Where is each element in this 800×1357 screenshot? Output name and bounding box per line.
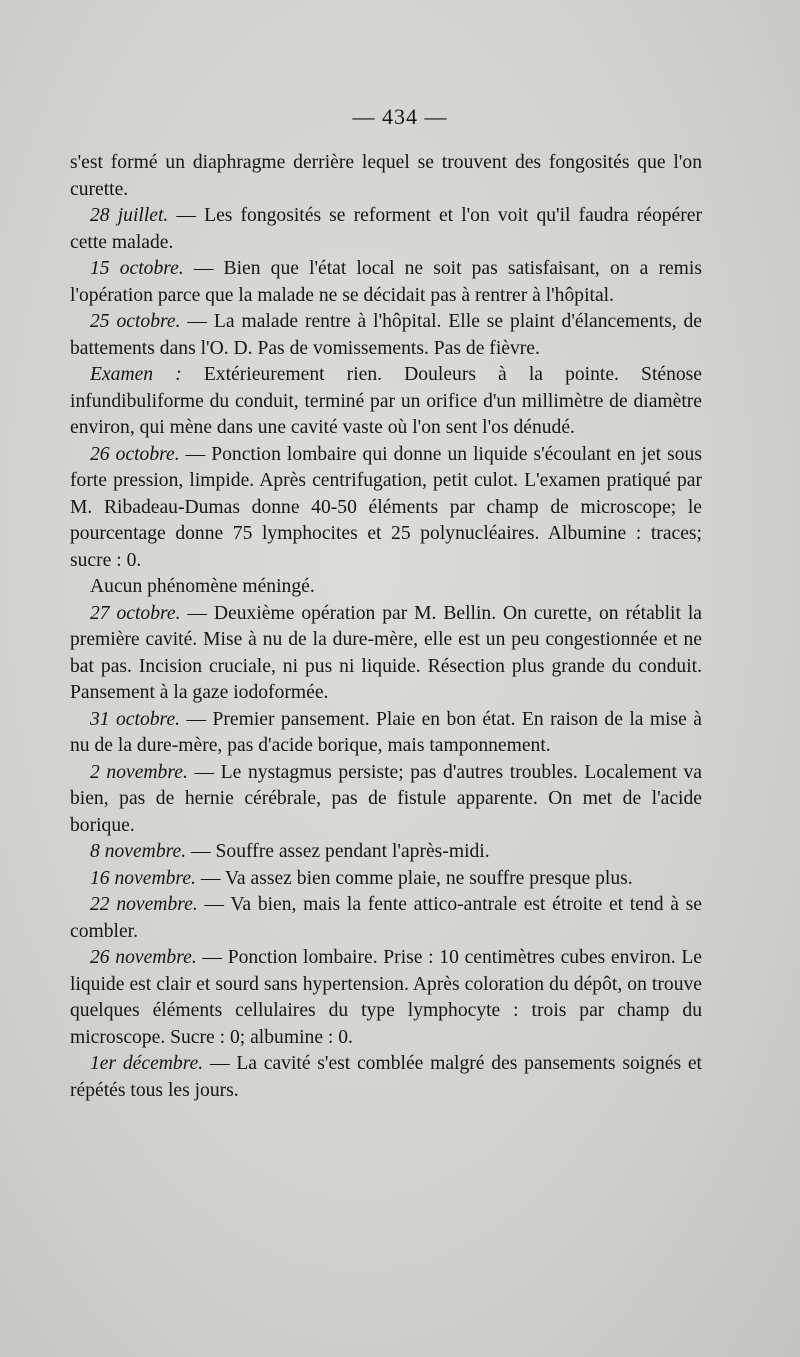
- entry-text: Extérieurement rien. Douleurs à la pointe. Sténose infundibuliforme du conduit, terminé par un orifice d'un millimètre de diamètre environ, qui mène dans une cavité vaste où l'on sent l'os dénudé.: [70, 364, 702, 438]
- entry-date: 27 octobre.: [90, 602, 181, 624]
- paragraph: [70, 839, 702, 866]
- entry-text: — La malade rentre à l'hôpital. Elle se plaint d'élancements, de battements dans l'O. D. Pas de vomissements. Pas de fièvre.: [70, 311, 702, 359]
- entry-date: 1er décembre.: [90, 1053, 204, 1074]
- paragraph: [70, 945, 702, 1051]
- entry-text: — Ponction lombaire qui donne un liquide s'écoulant en jet sous forte pression, limpide. Après centrifugation, petit culot. L'examen pratiqué par M. Ribadeau-Dumas donne 40-50 éléments par champ de microscope; le pourcentage donne 75 lymphocites et 25 polynucléaires. Albumine : traces; sucre : 0.: [70, 443, 702, 571]
- body-text: [70, 150, 702, 1104]
- paragraph: [70, 892, 702, 945]
- entry-date: 2 novembre.: [90, 761, 188, 783]
- entry-date: 26 novembre.: [90, 947, 197, 968]
- paragraph: [70, 574, 702, 601]
- entry-text: — Premier pansement. Plaie en bon état. En raison de la mise à nu de la dure-mère, pas d'acide borique, mais tamponnement.: [70, 708, 702, 756]
- paragraph: [70, 866, 702, 893]
- paragraph: [70, 256, 702, 309]
- entry-date: 26 octobre.: [90, 443, 180, 465]
- entry-text: — Souffre assez pendant l'après-midi.: [186, 841, 490, 862]
- paragraph: [70, 362, 702, 442]
- entry-date: 22 novembre.: [90, 894, 198, 915]
- entry-text: — Va bien, mais la fente attico-antrale est étroite et tend à se combler.: [70, 894, 702, 942]
- paragraph: [70, 707, 702, 760]
- paragraph: [70, 601, 702, 707]
- paragraph: [70, 442, 702, 575]
- entry-text: — Va assez bien comme plaie, ne souffre presque plus.: [195, 867, 633, 889]
- entry-text: s'est formé un diaphragme derrière lequel se trouvent des fongosités que l'on curette.: [70, 152, 702, 200]
- page-number: — 434 —: [352, 104, 448, 129]
- entry-text: — La cavité s'est comblée malgré des pansements soignés et répétés tous les jours.: [70, 1053, 703, 1101]
- entry-date: 31 octobre.: [90, 708, 181, 730]
- entry-date: 25 octobre.: [90, 311, 181, 332]
- entry-date: 28 juillet.: [90, 205, 169, 226]
- paragraph: [70, 1051, 702, 1104]
- entry-text: Aucun phénomène méningé.: [90, 576, 315, 597]
- paragraph: [70, 203, 702, 256]
- entry-date: 15 octobre.: [90, 258, 184, 279]
- entry-date: 8 novembre.: [90, 841, 187, 862]
- paragraph: [70, 150, 702, 203]
- entry-text: — Les fongosités se reforment et l'on voit qu'il faudra réopérer cette malade.: [70, 205, 702, 253]
- entry-text: — Deuxième opération par M. Bellin. On curette, on rétablit la première cavité. Mise à nu de la dure-mère, elle est un peu congestionnée et ne bat pas. Incision cruciale, ni pus ni liquide. Résection plus grande du conduit. Pansement à la gaze iodoformée.: [70, 602, 702, 703]
- entry-date: Examen :: [90, 364, 182, 385]
- entry-text: — Le nystagmus persiste; pas d'autres troubles. Localement va bien, pas de hernie cérébrale, pas de fistule apparente. On met de l'acide borique.: [70, 761, 702, 836]
- entry-text: — Ponction lombaire. Prise : 10 centimètres cubes environ. Le liquide est clair et sourd sans hypertension. Après coloration du dépôt, on trouve quelques éléments cellulaires du type lymphocyte : trois par champ du microscope. Sucre : 0; albumine : 0.: [70, 947, 702, 1048]
- paragraph: [70, 309, 702, 362]
- paragraph: [70, 760, 702, 840]
- entry-text: — Bien que l'état local ne soit pas satisfaisant, on a remis l'opération parce que la malade ne se décidait pas à rentrer à l'hôpital.: [70, 258, 702, 306]
- entry-date: 16 novembre.: [90, 867, 196, 889]
